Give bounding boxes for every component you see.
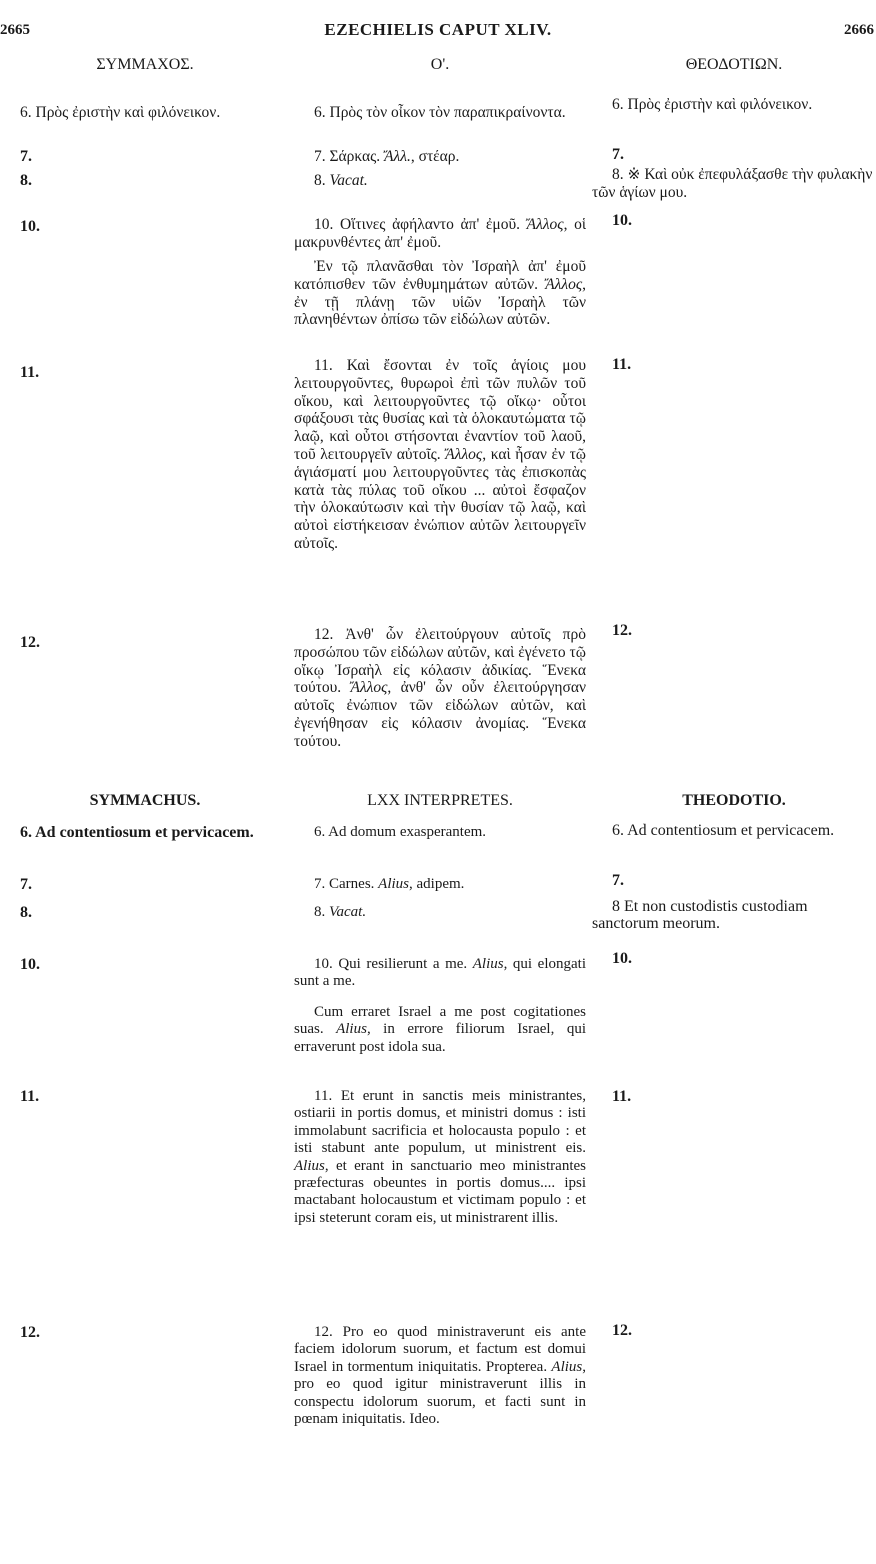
latin-lxx-verse-12 bbox=[294, 1324, 586, 1428]
greek-lxx-verse-11-rest: , καὶ ἦσαν ἐν τῷ ἁγιάσματί μου λειτουργοῦντες τὰς ἐπισκοπὰς κατὰ τὰς πύλας τοῦ οἴκου ... αὐτοὶ ἔσφαζον τὴν ὁλοκαύτωσιν καὶ τὴν θυσίαν τῷ λαῷ, καὶ αὐτοὶ εἱστήκεισαν ἐνώπιον αὐτῶν λειτουργεῖν αὐτοῖς. bbox=[294, 445, 586, 552]
page-number-right: 2666 bbox=[844, 22, 874, 38]
latin-lxx-verse-10-cont-alius: Alius bbox=[336, 1021, 367, 1038]
greek-lxx-verse-10-cont-alius: Ἄλλος bbox=[545, 275, 583, 293]
greek-lxx-verse-10-alius: Ἄλλος bbox=[526, 216, 564, 233]
greek-theo-number-11: 11. bbox=[612, 356, 632, 373]
latin-lxx-verse-11-text: 11. Et erunt in sanctis meis ministrantes, ostiarii in portis domus, et ministri domus : isti immolabunt sacrificia et holocausta populo : et isti stabunt ante populum, ut ministrent eis. bbox=[294, 1088, 586, 1157]
greek-lxx-verse-11 bbox=[294, 357, 586, 553]
greek-sym-number-8: 8. bbox=[20, 172, 32, 189]
latin-lxx-verse-12-text: 12. Pro eo quod ministraverunt eis ante faciem idolorum suorum, et factum est domui Israel in tormentum iniquitatis. Propterea. bbox=[294, 1324, 586, 1375]
greek-lxx-verse-12-text: 12. Ἀνθ' ὧν ἐλειτούργουν αὐτοῖς πρὸ προσώπου τῶν εἰδώλων αὐτῶν, καὶ ἐγένετο τῷ οἴκῳ Ἰσραὴλ εἰς κόλασιν ἀδικίας. Ἕνεκα τούτου. bbox=[294, 626, 586, 697]
page-number-left: 2665 bbox=[0, 22, 30, 38]
greek-header-theodotio: ΘΕΟΔΟΤΙΩΝ. bbox=[685, 56, 783, 73]
greek-lxx-verse-12 bbox=[294, 626, 586, 751]
latin-sym-number-7: 7. bbox=[20, 876, 32, 893]
latin-theo-verse-6: 6. Ad contentiosum et pervicacem. bbox=[612, 822, 835, 839]
greek-header-symmachus: ΣΥΜΜΑΧΟΣ. bbox=[96, 56, 194, 73]
latin-header-theodotio: THEODOTIO. bbox=[682, 792, 786, 809]
latin-theo-number-7: 7. bbox=[612, 872, 624, 889]
latin-theo-number-12: 12. bbox=[612, 1322, 632, 1339]
greek-theo-number-7: 7. bbox=[612, 146, 624, 163]
latin-lxx-verse-10-cont-text: Cum erraret Israel a me post cogitationes suas. bbox=[294, 1004, 586, 1038]
greek-lxx-verse-6-text: 6. Πρὸς τὸν οἶκον τὸν παραπικραίνοντα. bbox=[314, 104, 566, 121]
page-title: EZECHIELIS CAPUT XLIV. bbox=[324, 20, 552, 39]
latin-header-symmachus: SYMMACHUS. bbox=[89, 792, 201, 809]
latin-lxx-verse-10 bbox=[294, 956, 586, 991]
greek-lxx-verse-8-number: 8. bbox=[314, 172, 326, 189]
latin-lxx-verse-7-rest: , adipem. bbox=[409, 876, 465, 892]
greek-lxx-verse-12-rest: , ἀνθ' ὧν οὖν ἐλειτούργησαν αὐτοῖς ἐνώπιον τῶν εἰδώλων αὐτῶν, καὶ ἐγενήθησαν εἰς κόλασιν ἀνομίας. Ἕνεκα τούτου. bbox=[294, 679, 586, 750]
greek-lxx-verse-12-alius: Ἄλλος bbox=[350, 679, 388, 697]
latin-lxx-verse-10-cont-rest: , in errore filiorum Israel, qui erraverunt post idola sua. bbox=[294, 1021, 587, 1055]
latin-sym-verse-6: 6. Ad contentiosum et pervicacem. bbox=[20, 824, 254, 841]
latin-sym-number-8: 8. bbox=[20, 904, 32, 921]
latin-lxx-verse-7 bbox=[294, 876, 586, 893]
greek-lxx-verse-11-alius: Ἄλλος bbox=[445, 445, 483, 463]
greek-sym-number-12: 12. bbox=[20, 634, 40, 651]
latin-lxx-verse-11-alius: Alius bbox=[294, 1157, 325, 1174]
latin-sym-number-12: 12. bbox=[20, 1324, 40, 1341]
latin-lxx-verse-7-alius: Alius bbox=[378, 876, 409, 892]
greek-lxx-verse-10-rest: , οἱ μακρυνθέντες ἀπ' ἐμοῦ. bbox=[294, 216, 587, 251]
greek-lxx-verse-8-vacat: Vacat. bbox=[329, 172, 368, 189]
greek-header-lxx: Ο'. bbox=[430, 56, 450, 73]
latin-lxx-verse-10-rest: , qui elongati sunt a me. bbox=[294, 956, 587, 990]
greek-lxx-verse-7-rest: , στέαρ. bbox=[410, 148, 460, 165]
greek-theo-number-12: 12. bbox=[612, 622, 632, 639]
latin-lxx-verse-6: 6. Ad domum exasperantem. bbox=[314, 824, 487, 840]
greek-lxx-verse-6 bbox=[294, 104, 586, 122]
latin-lxx-verse-12-rest: , pro eo quod igitur ministraverunt illis in conspectu idolorum suorum, et facti sunt in pœnam iniquitatis. Ideo. bbox=[294, 1358, 586, 1428]
greek-sym-number-11: 11. bbox=[20, 364, 40, 381]
greek-lxx-verse-10-cont-rest: , ἐν τῇ πλάνῃ τῶν υἱῶν Ἰσραὴλ τῶν πλανηθέντων ὀπίσω τῶν εἰδώλων αὐτῶν. bbox=[294, 275, 586, 329]
latin-lxx-verse-7-text: 7. Carnes. bbox=[314, 876, 375, 892]
greek-lxx-verse-10 bbox=[294, 216, 586, 252]
greek-lxx-verse-10-cont bbox=[294, 258, 586, 329]
greek-sym-number-7: 7. bbox=[20, 148, 32, 165]
greek-lxx-verse-7 bbox=[294, 148, 586, 166]
latin-lxx-verse-8 bbox=[294, 904, 586, 921]
latin-lxx-verse-10-alius: Alius bbox=[472, 956, 504, 972]
latin-sym-number-11: 11. bbox=[20, 1088, 40, 1105]
greek-theo-verse-8: 8. ※ Καὶ οὐκ ἐπεφυλάξασθε τὴν φυλακὴν τῶν ἁγίων μου. bbox=[592, 166, 873, 201]
latin-theo-number-10: 10. bbox=[612, 950, 632, 967]
latin-theo-number-11: 11. bbox=[612, 1088, 632, 1105]
greek-lxx-verse-11-text: 11. Καὶ ἔσονται ἐν τοῖς ἁγίοις μου λειτουργοῦντες, θυρωροὶ ἐπὶ τῶν πυλῶν τοῦ οἴκου, καὶ λειτουργοῦντες τῷ οἴκῳ· οὗτοι σφάξουσι τὰς θυσίας καὶ τὰ ὁλοκαυτώματα τῷ λαῷ, καὶ οὗτοι στήσονται ἐναντίον τοῦ λαοῦ, τοῦ λειτουργεῖν αὐτοῖς. bbox=[294, 357, 586, 463]
latin-lxx-verse-10-cont bbox=[294, 1004, 586, 1056]
latin-lxx-verse-10-text: 10. Qui resilierunt a me. bbox=[314, 956, 468, 972]
greek-lxx-verse-7-alius: Ἄλλ. bbox=[384, 148, 411, 165]
latin-sym-number-10: 10. bbox=[20, 956, 40, 973]
greek-lxx-verse-10-cont-text: Ἐν τῷ πλανᾶσθαι τὸν Ἰσραὴλ ἀπ' ἐμοῦ κατόπισθεν τῶν ἐνθυμημάτων αὐτῶν. bbox=[294, 258, 586, 293]
greek-lxx-verse-8 bbox=[294, 172, 586, 190]
latin-lxx-verse-11-rest: , et erant in sanctuario meo ministrantes præfecturas obeuntes in portis domus.... ipsi mactabant holocaustum et victimam populo : et ipsi steterunt coram eis, ut ministrarent illis. bbox=[294, 1157, 586, 1226]
latin-lxx-verse-12-alius: Alius bbox=[551, 1358, 583, 1375]
latin-lxx-verse-8-vacat: Vacat. bbox=[329, 904, 367, 920]
greek-sym-verse-6: 6. Πρὸς ἐριστὴν καὶ φιλόνεικον. bbox=[20, 104, 221, 121]
latin-lxx-verse-8-number: 8. bbox=[314, 904, 326, 920]
latin-theo-verse-8: 8 Et non custodistis custodiam sanctorum meorum. bbox=[592, 898, 808, 933]
latin-lxx-verse-11 bbox=[294, 1088, 586, 1227]
greek-sym-number-10: 10. bbox=[20, 218, 40, 235]
greek-lxx-verse-10-text: 10. Οἵτινες ἀφήλαντο ἀπ' ἐμοῦ. bbox=[314, 216, 520, 233]
greek-theo-verse-6: 6. Πρὸς ἐριστὴν καὶ φιλόνεικον. bbox=[612, 96, 813, 113]
latin-header-lxx: LXX INTERPRETES. bbox=[367, 792, 513, 809]
greek-theo-number-10: 10. bbox=[612, 212, 632, 229]
greek-lxx-verse-7-text: 7. Σάρκας. bbox=[314, 148, 381, 165]
